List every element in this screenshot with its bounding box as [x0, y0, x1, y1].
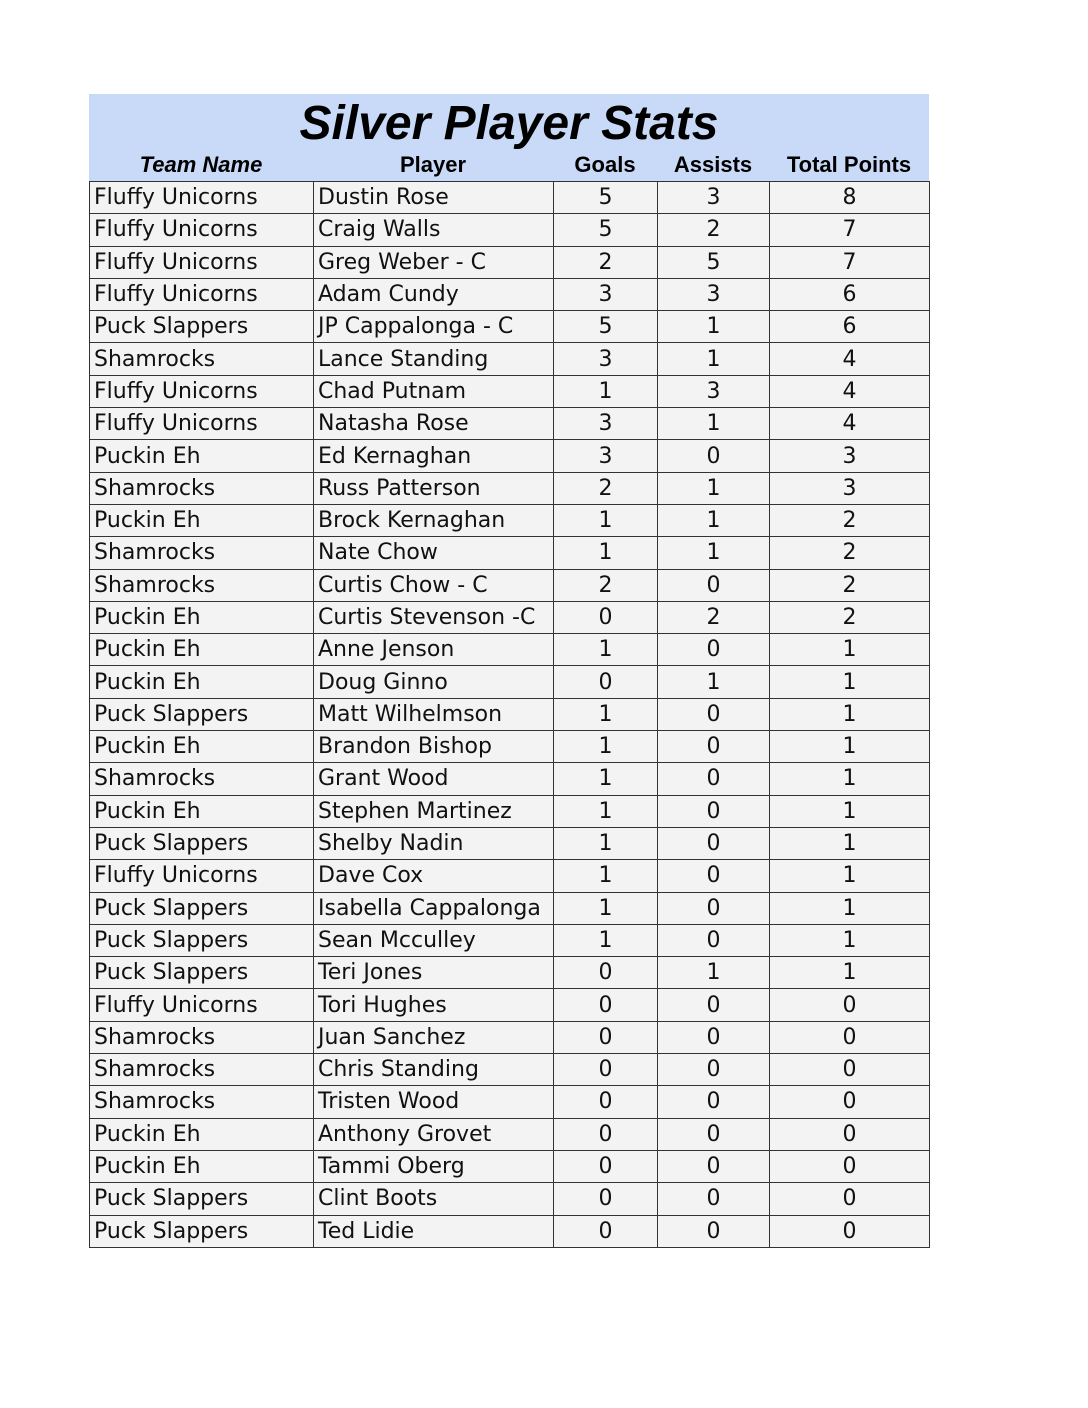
- player-cell: Isabella Cappalonga: [314, 892, 554, 924]
- header-band: [89, 94, 929, 181]
- player-cell: Brandon Bishop: [314, 731, 554, 763]
- goals-cell: 0: [554, 1054, 658, 1086]
- assists-cell: 3: [658, 375, 770, 407]
- assists-cell: 3: [658, 182, 770, 214]
- assists-cell: 0: [658, 1021, 770, 1053]
- player-cell: Juan Sanchez: [314, 1021, 554, 1053]
- table-row: [90, 440, 930, 472]
- assists-cell: 3: [658, 278, 770, 310]
- assists-cell: 1: [658, 957, 770, 989]
- table-row: [90, 343, 930, 375]
- table-row: [90, 957, 930, 989]
- assists-cell: 0: [658, 860, 770, 892]
- goals-cell: 0: [554, 1086, 658, 1118]
- player-cell: Tori Hughes: [314, 989, 554, 1021]
- total-points-cell: 8: [770, 182, 930, 214]
- player-cell: Greg Weber - C: [314, 246, 554, 278]
- table-row: [90, 1021, 930, 1053]
- goals-cell: 1: [554, 537, 658, 569]
- goals-cell: 1: [554, 860, 658, 892]
- player-cell: Craig Walls: [314, 214, 554, 246]
- goals-cell: 1: [554, 763, 658, 795]
- player-cell: Dave Cox: [314, 860, 554, 892]
- total-points-cell: 6: [770, 278, 930, 310]
- player-cell: Matt Wilhelmson: [314, 698, 554, 730]
- goals-cell: 0: [554, 601, 658, 633]
- table-row: [90, 666, 930, 698]
- team-cell: Fluffy Unicorns: [90, 989, 314, 1021]
- goals-cell: 2: [554, 569, 658, 601]
- player-cell: Grant Wood: [314, 763, 554, 795]
- goals-cell: 1: [554, 731, 658, 763]
- team-cell: Puck Slappers: [90, 1215, 314, 1247]
- player-cell: JP Cappalonga - C: [314, 311, 554, 343]
- title-text: Silver Player Stats: [299, 97, 719, 150]
- team-cell: Puck Slappers: [90, 1183, 314, 1215]
- goals-cell: 1: [554, 892, 658, 924]
- team-cell: Puck Slappers: [90, 311, 314, 343]
- assists-cell: 0: [658, 698, 770, 730]
- total-points-cell: 0: [770, 989, 930, 1021]
- assists-cell: 0: [658, 634, 770, 666]
- player-cell: Dustin Rose: [314, 182, 554, 214]
- team-cell: Puck Slappers: [90, 892, 314, 924]
- total-points-cell: 3: [770, 440, 930, 472]
- player-cell: Ed Kernaghan: [314, 440, 554, 472]
- assists-cell: 5: [658, 246, 770, 278]
- total-points-cell: 2: [770, 569, 930, 601]
- player-cell: Chris Standing: [314, 1054, 554, 1086]
- assists-cell: 1: [658, 666, 770, 698]
- column-header-team: Team Name: [139, 152, 263, 177]
- total-points-cell: 4: [770, 408, 930, 440]
- total-points-cell: 1: [770, 795, 930, 827]
- player-cell: Tristen Wood: [314, 1086, 554, 1118]
- assists-cell: 2: [658, 214, 770, 246]
- total-points-cell: 7: [770, 246, 930, 278]
- table-row: [90, 795, 930, 827]
- assists-cell: 0: [658, 1215, 770, 1247]
- team-cell: Fluffy Unicorns: [90, 246, 314, 278]
- total-points-cell: 0: [770, 1183, 930, 1215]
- total-points-cell: 1: [770, 698, 930, 730]
- goals-cell: 1: [554, 795, 658, 827]
- player-cell: Anthony Grovet: [314, 1118, 554, 1150]
- table-row: [90, 537, 930, 569]
- goals-cell: 2: [554, 246, 658, 278]
- assists-cell: 0: [658, 1183, 770, 1215]
- goals-cell: 3: [554, 278, 658, 310]
- total-points-cell: 1: [770, 763, 930, 795]
- goals-cell: 5: [554, 182, 658, 214]
- table-row: [90, 569, 930, 601]
- column-header-player: Player: [399, 152, 467, 177]
- table-row: [90, 892, 930, 924]
- total-points-cell: 1: [770, 892, 930, 924]
- table-row: [90, 634, 930, 666]
- total-points-cell: 2: [770, 537, 930, 569]
- column-header-assists: Assists: [673, 152, 753, 177]
- table-row: [90, 375, 930, 407]
- team-cell: Shamrocks: [90, 1054, 314, 1086]
- table-row: [90, 504, 930, 536]
- table-row: [90, 1118, 930, 1150]
- goals-cell: 0: [554, 1215, 658, 1247]
- table-row: [90, 763, 930, 795]
- total-points-cell: 0: [770, 1054, 930, 1086]
- assists-cell: 0: [658, 924, 770, 956]
- total-points-cell: 3: [770, 472, 930, 504]
- player-cell: Adam Cundy: [314, 278, 554, 310]
- assists-cell: 1: [658, 504, 770, 536]
- player-cell: Russ Patterson: [314, 472, 554, 504]
- goals-cell: 1: [554, 634, 658, 666]
- team-cell: Puckin Eh: [90, 1150, 314, 1182]
- stats-sheet: [89, 94, 929, 1248]
- team-cell: Puckin Eh: [90, 504, 314, 536]
- team-cell: Fluffy Unicorns: [90, 860, 314, 892]
- assists-cell: 1: [658, 472, 770, 504]
- assists-cell: 0: [658, 989, 770, 1021]
- total-points-cell: 2: [770, 601, 930, 633]
- goals-cell: 5: [554, 311, 658, 343]
- assists-cell: 0: [658, 763, 770, 795]
- player-cell: Teri Jones: [314, 957, 554, 989]
- total-points-cell: 0: [770, 1086, 930, 1118]
- total-points-cell: 1: [770, 731, 930, 763]
- table-row: [90, 1054, 930, 1086]
- table-row: [90, 182, 930, 214]
- team-cell: Puck Slappers: [90, 827, 314, 859]
- table-row: [90, 731, 930, 763]
- team-cell: Fluffy Unicorns: [90, 214, 314, 246]
- team-cell: Shamrocks: [90, 472, 314, 504]
- assists-cell: 2: [658, 601, 770, 633]
- goals-cell: 0: [554, 957, 658, 989]
- team-cell: Puckin Eh: [90, 601, 314, 633]
- total-points-cell: 7: [770, 214, 930, 246]
- team-cell: Fluffy Unicorns: [90, 278, 314, 310]
- team-cell: Shamrocks: [90, 763, 314, 795]
- goals-cell: 3: [554, 440, 658, 472]
- table-row: [90, 278, 930, 310]
- table-row: [90, 989, 930, 1021]
- team-cell: Shamrocks: [90, 1021, 314, 1053]
- table-row: [90, 1086, 930, 1118]
- player-cell: Tammi Oberg: [314, 1150, 554, 1182]
- assists-cell: 1: [658, 537, 770, 569]
- assists-cell: 0: [658, 1086, 770, 1118]
- total-points-cell: 4: [770, 375, 930, 407]
- team-cell: Shamrocks: [90, 537, 314, 569]
- total-points-cell: 6: [770, 311, 930, 343]
- team-cell: Puckin Eh: [90, 440, 314, 472]
- player-cell: Nate Chow: [314, 537, 554, 569]
- player-cell: Ted Lidie: [314, 1215, 554, 1247]
- team-cell: Puckin Eh: [90, 1118, 314, 1150]
- total-points-cell: 2: [770, 504, 930, 536]
- goals-cell: 1: [554, 827, 658, 859]
- player-cell: Curtis Chow - C: [314, 569, 554, 601]
- assists-cell: 0: [658, 440, 770, 472]
- assists-cell: 0: [658, 1150, 770, 1182]
- goals-cell: 5: [554, 214, 658, 246]
- assists-cell: 0: [658, 1054, 770, 1086]
- table-row: [90, 246, 930, 278]
- player-cell: Lance Standing: [314, 343, 554, 375]
- player-cell: Natasha Rose: [314, 408, 554, 440]
- player-cell: Curtis Stevenson -C: [314, 601, 554, 633]
- table-row: [90, 860, 930, 892]
- team-cell: Puckin Eh: [90, 731, 314, 763]
- table-row: [90, 698, 930, 730]
- stats-table: [89, 181, 930, 1248]
- team-cell: Puckin Eh: [90, 666, 314, 698]
- goals-cell: 3: [554, 343, 658, 375]
- team-cell: Fluffy Unicorns: [90, 375, 314, 407]
- team-cell: Shamrocks: [90, 343, 314, 375]
- table-row: [90, 601, 930, 633]
- goals-cell: 1: [554, 504, 658, 536]
- table-row: [90, 827, 930, 859]
- player-cell: Brock Kernaghan: [314, 504, 554, 536]
- table-row: [90, 1183, 930, 1215]
- team-cell: Puckin Eh: [90, 634, 314, 666]
- table-row: [90, 924, 930, 956]
- team-cell: Fluffy Unicorns: [90, 182, 314, 214]
- goals-cell: 0: [554, 666, 658, 698]
- page-title: [89, 96, 929, 151]
- assists-cell: 0: [658, 1118, 770, 1150]
- assists-cell: 1: [658, 408, 770, 440]
- total-points-cell: 1: [770, 827, 930, 859]
- assists-cell: 0: [658, 731, 770, 763]
- goals-cell: 2: [554, 472, 658, 504]
- team-cell: Shamrocks: [90, 1086, 314, 1118]
- player-cell: Anne Jenson: [314, 634, 554, 666]
- total-points-cell: 1: [770, 924, 930, 956]
- goals-cell: 0: [554, 1118, 658, 1150]
- assists-cell: 1: [658, 343, 770, 375]
- goals-cell: 3: [554, 408, 658, 440]
- table-row: [90, 214, 930, 246]
- team-cell: Puck Slappers: [90, 957, 314, 989]
- goals-cell: 0: [554, 1183, 658, 1215]
- goals-cell: 0: [554, 1150, 658, 1182]
- player-cell: Doug Ginno: [314, 666, 554, 698]
- player-cell: Clint Boots: [314, 1183, 554, 1215]
- total-points-cell: 1: [770, 666, 930, 698]
- goals-cell: 0: [554, 989, 658, 1021]
- assists-cell: 0: [658, 827, 770, 859]
- player-cell: Sean Mcculley: [314, 924, 554, 956]
- table-row: [90, 1215, 930, 1247]
- table-row: [90, 311, 930, 343]
- table-row: [90, 408, 930, 440]
- team-cell: Puck Slappers: [90, 698, 314, 730]
- player-cell: Chad Putnam: [314, 375, 554, 407]
- goals-cell: 1: [554, 375, 658, 407]
- team-cell: Shamrocks: [90, 569, 314, 601]
- column-header-total-points: Total Points: [786, 152, 912, 177]
- assists-cell: 0: [658, 795, 770, 827]
- assists-cell: 0: [658, 569, 770, 601]
- team-cell: Puck Slappers: [90, 924, 314, 956]
- column-header-goals: Goals: [574, 152, 636, 177]
- total-points-cell: 1: [770, 957, 930, 989]
- team-cell: Fluffy Unicorns: [90, 408, 314, 440]
- total-points-cell: 0: [770, 1150, 930, 1182]
- goals-cell: 1: [554, 924, 658, 956]
- player-cell: Shelby Nadin: [314, 827, 554, 859]
- assists-cell: 1: [658, 311, 770, 343]
- total-points-cell: 4: [770, 343, 930, 375]
- player-cell: Stephen Martinez: [314, 795, 554, 827]
- table-row: [90, 472, 930, 504]
- assists-cell: 0: [658, 892, 770, 924]
- total-points-cell: 0: [770, 1215, 930, 1247]
- goals-cell: 1: [554, 698, 658, 730]
- table-row: [90, 1150, 930, 1182]
- total-points-cell: 1: [770, 860, 930, 892]
- total-points-cell: 0: [770, 1118, 930, 1150]
- total-points-cell: 1: [770, 634, 930, 666]
- goals-cell: 0: [554, 1021, 658, 1053]
- team-cell: Puckin Eh: [90, 795, 314, 827]
- total-points-cell: 0: [770, 1021, 930, 1053]
